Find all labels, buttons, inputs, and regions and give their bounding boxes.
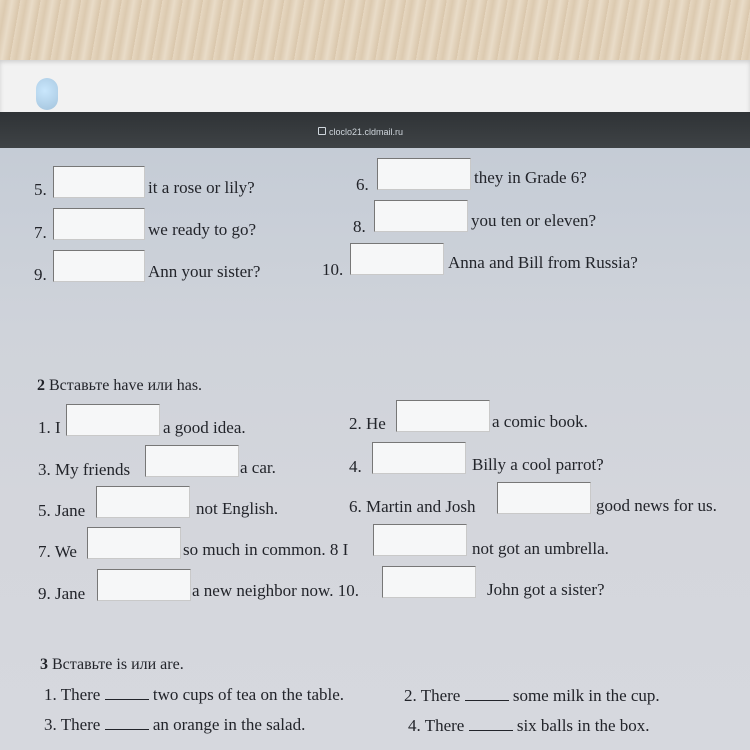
item-before: 3. There — [44, 715, 101, 734]
fill-line-item — [44, 715, 305, 735]
item-number: 5. — [34, 180, 47, 199]
item-before: 4. There — [408, 716, 465, 735]
item-number: 7. — [34, 223, 47, 242]
item-after: some milk in the cup. — [512, 686, 660, 705]
item-after: good news for us. — [596, 496, 717, 515]
camera-reflection — [36, 78, 58, 110]
exercise-2-heading — [37, 377, 202, 395]
exercise-3-heading — [40, 656, 184, 674]
fill-line-item — [404, 686, 660, 706]
item-before: 1. I — [38, 418, 61, 437]
answer-box[interactable] — [373, 524, 467, 556]
url-text: cloclo21.cldmail.ru — [329, 127, 404, 137]
item-before: 4. — [349, 457, 362, 476]
exercise-title: Вставьте is или are. — [52, 656, 184, 673]
lock-icon — [318, 127, 326, 135]
item-before: 2. He — [349, 414, 386, 433]
item-number: 6. — [356, 175, 369, 194]
blank-line[interactable] — [469, 716, 513, 731]
answer-box[interactable] — [53, 166, 145, 198]
item-after: two cups of tea on the table. — [152, 685, 345, 704]
item-text: Ann your sister? — [148, 262, 261, 281]
item-after: not English. — [196, 499, 279, 518]
answer-box[interactable] — [350, 243, 444, 275]
answer-box[interactable] — [145, 445, 239, 477]
item-after: a comic book. — [492, 412, 588, 431]
item-after: so much in common. 8 I — [183, 540, 349, 559]
exercise-title: Вставьте have или has. — [49, 377, 203, 394]
item-before: 9. Jane — [38, 584, 86, 603]
item-before: 5. Jane — [38, 501, 86, 520]
item-text: you ten or eleven? — [471, 211, 597, 230]
item-number: 8. — [353, 217, 366, 236]
answer-box[interactable] — [372, 442, 466, 474]
item-after: an orange in the salad. — [152, 715, 306, 734]
item-text: it a rose or lily? — [148, 178, 255, 197]
item-after: a good idea. — [163, 418, 246, 437]
address-bar[interactable] — [318, 127, 403, 137]
answer-box[interactable] — [374, 200, 468, 232]
fill-line-item — [408, 716, 650, 736]
fill-line-item — [44, 685, 344, 705]
answer-box[interactable] — [87, 527, 181, 559]
answer-box[interactable] — [382, 566, 476, 598]
item-after: Billy a cool parrot? — [472, 455, 604, 474]
item-before: 3. My friends — [38, 460, 131, 479]
exercise-number: 2 — [37, 377, 45, 394]
answer-box[interactable] — [53, 208, 145, 240]
item-text: Anna and Bill from Russia? — [448, 253, 638, 272]
item-text: they in Grade 6? — [474, 168, 587, 187]
screen-bezel — [0, 60, 750, 120]
item-after: not got an umbrella. — [472, 539, 609, 558]
blank-line[interactable] — [105, 715, 149, 730]
answer-box[interactable] — [396, 400, 490, 432]
item-after: six balls in the box. — [516, 716, 650, 735]
answer-box[interactable] — [53, 250, 145, 282]
item-text: we ready to go? — [148, 220, 257, 239]
item-number: 9. — [34, 265, 47, 284]
answer-box[interactable] — [96, 486, 190, 518]
answer-box[interactable] — [377, 158, 471, 190]
blank-line[interactable] — [465, 686, 509, 701]
item-after: John got a sister? — [487, 580, 605, 599]
item-after: a new neighbor now. 10. — [192, 581, 359, 600]
item-number: 10. — [322, 260, 344, 279]
exercise-number: 3 — [40, 656, 48, 673]
item-before: 6. Martin and Josh — [349, 497, 476, 516]
item-before: 1. There — [44, 685, 101, 704]
item-after: a car. — [240, 458, 276, 477]
blank-line[interactable] — [105, 685, 149, 700]
answer-box[interactable] — [97, 569, 191, 601]
item-before: 7. We — [38, 542, 77, 561]
answer-box[interactable] — [497, 482, 591, 514]
item-before: 2. There — [404, 686, 461, 705]
answer-box[interactable] — [66, 404, 160, 436]
